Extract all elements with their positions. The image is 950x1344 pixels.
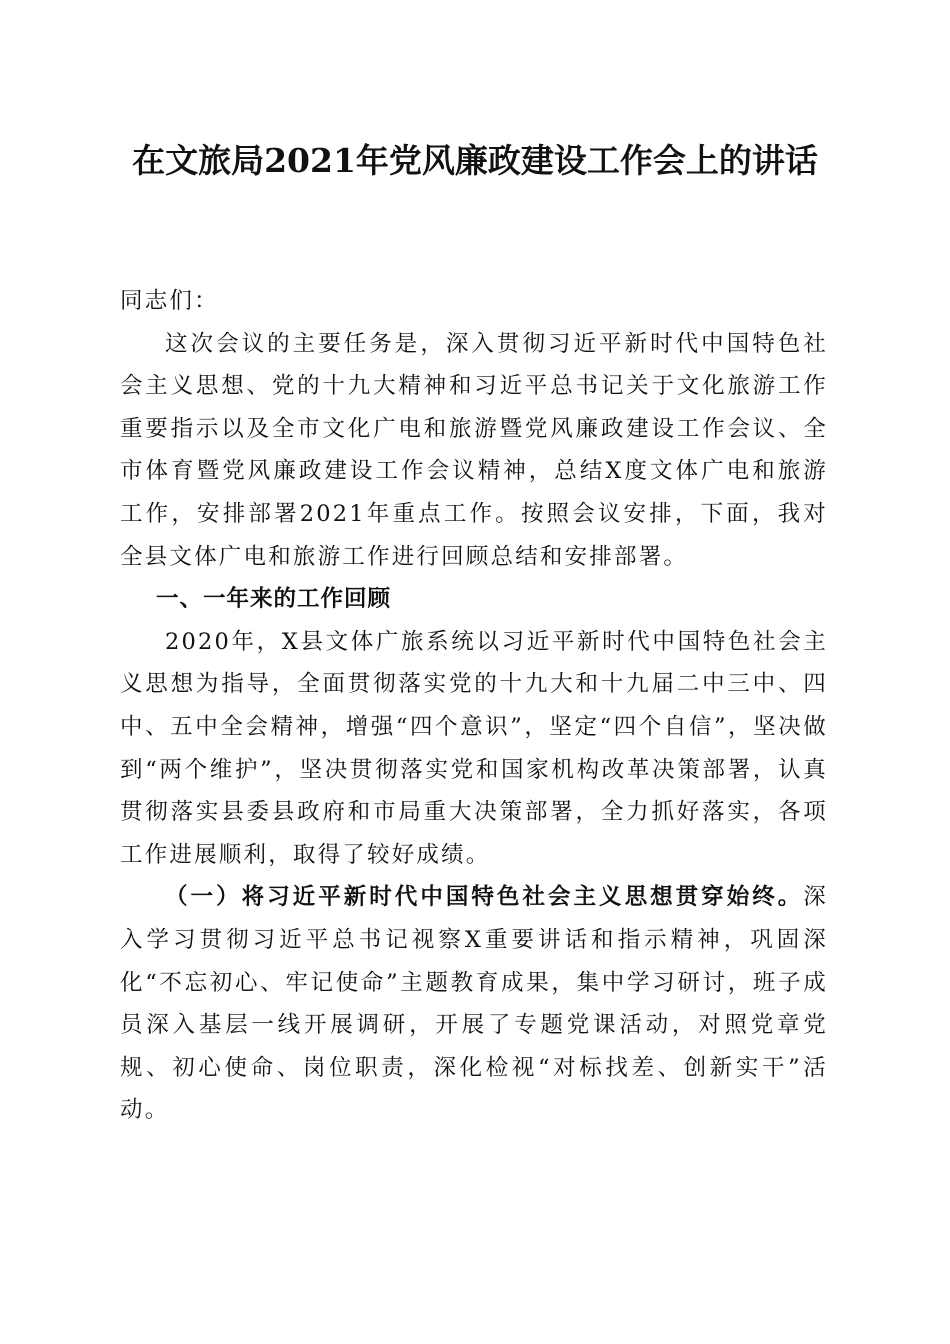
item-heading: （一）将习近平新时代中国特色社会主义思想贯穿始终。 — [165, 884, 804, 911]
salutation: 同志们： — [120, 288, 219, 314]
item-body: 深入学习贯彻习近平总书记视察X重要讲话和指示精神，巩固深化“不忘初心、牢记使命”主题教育成果，集中学习研讨，班子成员深入基层一线开展调研，开展了专题党课活动，对照党章党规、初心使命、岗位职责，深化检视“对标找差、创新实干”活动。 — [120, 884, 828, 1124]
item-paragraph — [120, 876, 828, 1132]
section-heading: 一、一年来的工作回顾 — [156, 586, 392, 613]
section-paragraph: 2020年，X县文体广旅系统以习近平新时代中国特色社会主义思想为指导，全面贯彻落实党的十九大和十九届二中三中、四中、五中全会精神，增强“四个意识”，坚定“四个自信”，坚决做到“两个维护”，坚决贯彻落实党和国家机构改革决策部署，认真贯彻落实县委县政府和市局重大决策部署，全力抓好落实，各项工作进展顺利，取得了较好成绩。 — [120, 628, 828, 868]
document-body — [120, 280, 828, 1132]
document-title: 在文旅局2021年党风廉政建设工作会上的讲话 — [132, 141, 818, 180]
intro-paragraph: 这次会议的主要任务是，深入贯彻习近平新时代中国特色社会主义思想、党的十九大精神和习近平总书记关于文化旅游工作重要指示以及全市文化广电和旅游暨党风廉政建设工作会议、全市体育暨党风廉政建设工作会议精神，总结X度文体广电和旅游工作，安排部署2021年重点工作。按照会议安排，下面，我对全县文体广电和旅游工作进行回顾总结和安排部署。 — [120, 330, 828, 570]
